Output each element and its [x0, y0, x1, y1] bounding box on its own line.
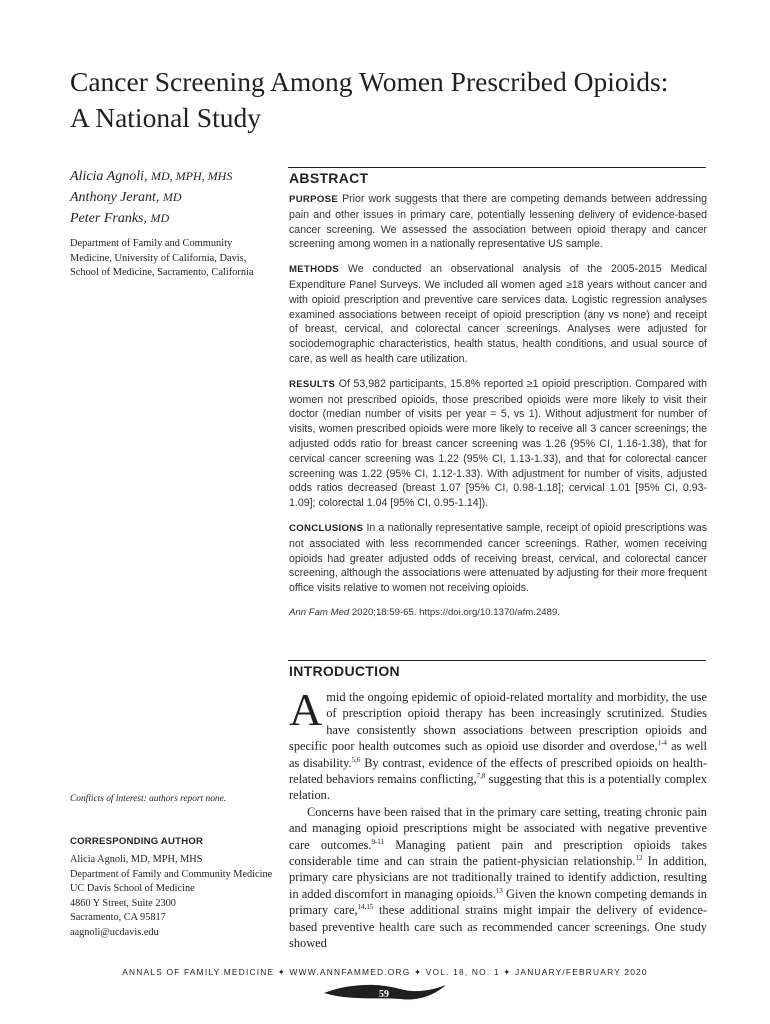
affiliation: Department of Family and Community Medicine, University of California, Davis, School of Medicine, Sacramento, California	[70, 238, 254, 279]
corresponding-author-line: UC Davis School of Medicine	[70, 883, 195, 895]
introduction-body	[289, 684, 708, 952]
intro-text: Given the known competing demands in primary care,	[289, 886, 707, 918]
methods-label: METHODS	[289, 264, 340, 276]
abstract-body	[289, 192, 707, 631]
citation-doi-link[interactable]: https://doi.org/10.1370/afm.2489.	[416, 606, 560, 618]
reference-superscript: 13	[495, 886, 503, 895]
author-2-degrees: MD	[162, 190, 182, 204]
abstract-purpose	[289, 192, 707, 252]
reference-superscript: 12	[635, 853, 643, 862]
results-label: RESULTS	[289, 378, 336, 390]
corresponding-author-line: Department of Family and Community Medicine	[70, 868, 273, 880]
abstract-results	[289, 377, 707, 511]
conflicts-of-interest: Conflicts of interest: authors report none.	[70, 794, 227, 804]
reference-superscript: 7,8	[476, 771, 486, 780]
author-3-degrees: MD	[150, 211, 170, 225]
abstract-methods	[289, 262, 707, 367]
page-number-ornament	[320, 979, 450, 1005]
conclusions-label: CONCLUSIONS	[289, 522, 364, 534]
intro-text: Concerns have been raised that in the primary care setting, treating chronic pain and managing opioid prescriptions might be associated with negative preventive care outcomes.	[289, 804, 707, 852]
abstract-heading: ABSTRACT	[289, 170, 369, 186]
corresponding-author-line: 4860 Y Street, Suite 2300	[70, 897, 176, 909]
citation-volume: 2020;18:59-65.	[349, 606, 417, 618]
introduction-paragraph-2	[289, 804, 707, 952]
intro-text: Managing patient pain and prescription opioids takes considerable time and can strain the patient-physician relationship.	[289, 837, 707, 869]
reference-superscript: 5,6	[351, 755, 361, 764]
introduction-rule	[288, 660, 706, 661]
author-block	[70, 166, 275, 281]
corresponding-author-email[interactable]: aagnoli@ucdavis.edu	[70, 926, 159, 938]
author-2	[70, 187, 275, 208]
citation	[289, 606, 707, 621]
corresponding-author-heading: CORRESPONDING AUTHOR	[70, 836, 204, 847]
intro-text: these additional strains might impair the delivery of evidence-based preventive health care such as recommended cancer screenings. One study showed	[289, 903, 707, 951]
page-number: 59	[379, 989, 389, 1000]
introduction-paragraph-1	[289, 684, 708, 804]
author-3	[70, 208, 275, 229]
author-1-degrees: MD, MPH, MHS	[151, 169, 233, 183]
reference-superscript: 14,15	[357, 903, 374, 912]
intro-text: suggesting that this is a potentially complex relation.	[289, 772, 708, 803]
running-footer: ANNALS OF FAMILY MEDICINE ✦ WWW.ANNFAMMED.ORG ✦ VOL. 18, NO. 1 ✦ JANUARY/FEBRUARY 2020	[122, 967, 648, 977]
intro-text: In addition, primary care physicians are not traditionally trained to identify addiction, resulting in added discomfort in managing opioids.	[289, 854, 707, 901]
corresponding-author-block	[70, 836, 275, 941]
article-title-line-2: A National Study	[70, 102, 261, 133]
intro-text: as well as disability.	[289, 739, 708, 770]
corresponding-author-line: Alicia Agnoli, MD, MPH, MHS	[70, 854, 203, 865]
reference-superscript: 9-11	[371, 837, 385, 846]
purpose-label: PURPOSE	[289, 194, 339, 205]
intro-text: mid the ongoing epidemic of opioid-related mortality and morbidity, the use of prescription opioid therapy has been increasingly scrutinized. Studies have consistently shown associations between prescription opioids and specific poor health outcomes such as opioid use disorder and overdose,	[289, 690, 707, 754]
introduction-heading: INTRODUCTION	[289, 663, 400, 679]
corresponding-author-line: Sacramento, CA 95817	[70, 912, 166, 924]
purpose-text: Prior work suggests that there are competing demands between addressing pain and other issues in primary care, potentially lessening delivery of evidence-based cancer screening. We assessed the association between opioid therapy and cancer screening among women in a nationally representative US sample.	[289, 193, 707, 251]
corresponding-author-details	[70, 853, 275, 941]
abstract-rule	[288, 167, 706, 168]
drop-cap: A	[289, 684, 323, 735]
author-1	[70, 166, 275, 187]
reference-superscript: 1-4	[657, 739, 667, 748]
methods-text: We conducted an observational analysis of the 2005-2015 Medical Expenditure Panel Surveys. We included all women aged ≥18 years without cancer and with opioid prescription and preventive care services data. Logistic regression analyses examined associations between receipt of opioid prescription (any vs none) and receipt of breast, cervical, and colorectal cancer screenings. Analyses were adjusted for sociodemographic characteristics, health status, health conditions, and usual source of care, as well as health care utilization.	[289, 263, 707, 365]
author-1-name: Alicia Agnoli,	[70, 169, 148, 184]
article-title-line-1: Cancer Screening Among Women Prescribed Opioids:	[70, 66, 669, 97]
conclusions-text: In a nationally representative sample, receipt of opioid prescriptions was not associated with less recommended cancer screenings. Rather, women receiving opioids had greater adjusted odds of receiving breast, cervical, and colorectal cancer screening, although the associations were attenuated by adjusting for their more frequent office visits relative to women not receiving opioids.	[289, 521, 707, 595]
author-2-name: Anthony Jerant,	[70, 190, 160, 205]
results-text: Of 53,982 participants, 15.8% reported ≥1 opioid prescription. Compared with women not prescribed opioids, those prescribed opioids were more likely to visit their doctor (median number of visits per year = 5, vs 1). Without adjustment for number of visits, women prescribed opioids were more likely to receive all 3 cancer screenings; the adjusted odds ratio for breast cancer screening was 1.26 (95% CI, 1.16-1.38), that for cervical cancer screening was 1.22 (95% CI, 1.13-1.33), and that for colorectal cancer screening was 1.22 (95% CI, 1.12-1.33). With adjustment for number of visits, adjusted odds ratios decreased (breast 1.07 [95% CI, 0.98-1.18]; cervical 1.01 [95% CI, 0.93-1.09]; colorectal 1.04 [95% CI, 0.95-1.14]).	[289, 377, 708, 510]
article-title	[70, 64, 730, 136]
author-3-name: Peter Franks,	[70, 211, 147, 226]
abstract-conclusions	[289, 521, 707, 596]
intro-text: By contrast, evidence of the effects of prescribed opioids on health-related behaviors remains conflicting,	[289, 755, 707, 787]
citation-journal: Ann Fam Med	[289, 606, 350, 618]
